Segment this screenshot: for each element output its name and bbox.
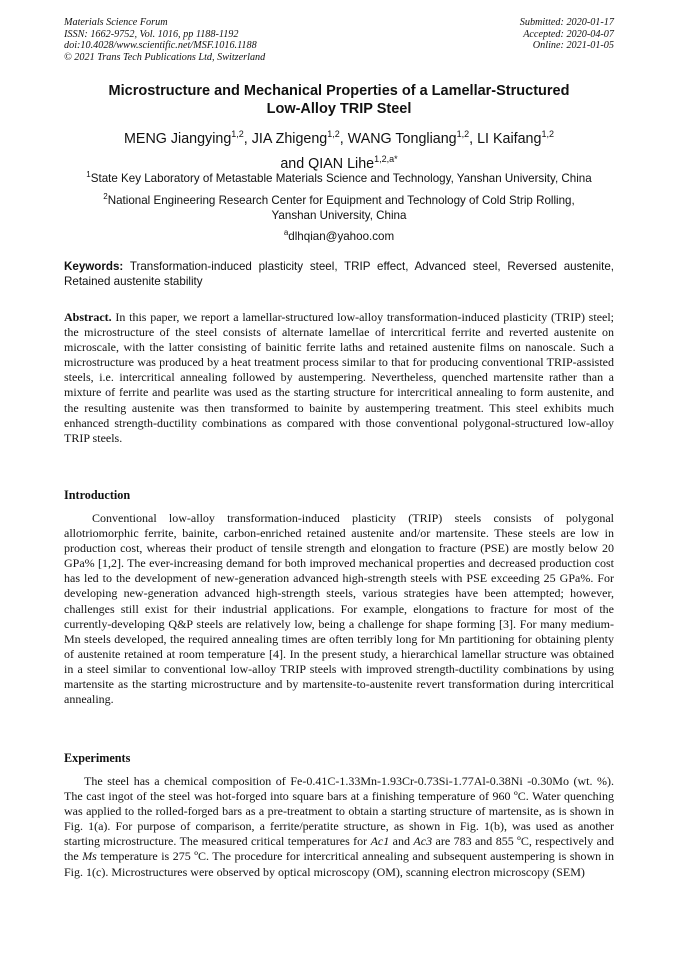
journal-name: Materials Science Forum: [64, 17, 168, 28]
author-name: JIA Zhigeng: [251, 130, 328, 147]
journal-issn: ISSN: 1662-9752, Vol. 1016, pp 1188-1192: [64, 28, 239, 40]
ms-symbol: Ms: [82, 849, 97, 864]
keywords: [64, 260, 614, 289]
author-name: WANG Tongliang: [347, 130, 457, 147]
introduction-paragraph: Conventional low-alloy transformation-induced plasticity (TRIP) steels consists of polygonal allotriomorphic ferrite, bainite, carbon-enriched retained austenite and/or martensite. These steels are low in production cost, whereas their product of tensile strength and elongation to fracture (PSE) are mostly below 20 GPa% [1,2]. The ever-increasing demand for both improved mechanical properties and decreased production cost has led to the development of new-generation advanced high-strength steels with PSE exceeding 25 GPa%. For developing new-generation advanced high-strength steels, various strategies have been attempted; however, challenges still exist for their industrial applications. For example, elongations to fracture for most of the currently-developing Q&P steels are relatively low, being a challenge for shape forming [3]. For many medium-Mn steels developed, the required annealing times are often terribly long for Mn partitioning for obtaining plenty of austenite retained at room temperature [4]. In the present study, a hierarchical lamellar structure was obtained in a steel similar to conventional low-alloy TRIP steels with improved strength-ductility combinations by using martensite as the starting microstructure and by martensite-to-austenite revert transformation during intercritical annealing.: [64, 511, 614, 707]
introduction-heading: Introduction: [64, 488, 131, 502]
email-sup: a: [283, 228, 289, 237]
experiments-paragraph: [64, 774, 614, 880]
author-separator: ,: [339, 130, 348, 147]
experiments-heading: Experiments: [64, 751, 131, 765]
submitted-date: Submitted: 2020-01-17: [519, 17, 614, 28]
author-separator: ,: [469, 130, 478, 147]
affiliation-sup: 2: [103, 192, 108, 201]
author-affil-sup: 1,2,a*: [374, 153, 398, 164]
experiments-text: are 783 and 855 ºC, respectively and the: [64, 834, 615, 864]
affiliation-2-line-2: Yanshan University, China: [271, 208, 407, 222]
affiliation-text: State Key Laboratory of Metastable Materials Science and Technology, Yanshan University, China: [90, 171, 592, 185]
paper-title: [64, 82, 614, 118]
ac3-symbol: Ac3: [413, 834, 433, 849]
experiments-text: temperature is 275 ºC. The procedure for intercritical annealing and subsequent austempering is shown in Fig. 1(c). Microstructures were observed by optical microscopy (OM), scanning electron microscopy (SEM): [64, 849, 614, 879]
author-and: and: [280, 155, 309, 172]
author-name: LI Kaifang: [477, 130, 542, 147]
keywords-text: Transformation-induced plasticity steel, TRIP effect, Advanced steel, Reversed austenite, Retained austenite stability: [64, 260, 614, 288]
author-affil-sup: 1,2: [231, 129, 244, 139]
keywords-label: Keywords:: [64, 260, 124, 273]
title-line-2: Low-Alloy TRIP Steel: [266, 101, 412, 117]
affiliation-text: National Engineering Research Center for Equipment and Technology of Cold Strip Rolling,: [107, 193, 575, 207]
online-date: Online: 2021-01-05: [532, 40, 614, 52]
journal-info: [64, 17, 265, 63]
title-line-1: Microstructure and Mechanical Properties of a Lamellar-Structured: [108, 83, 570, 99]
author-affil-sup: 1,2: [541, 129, 554, 139]
author-affil-sup: 1,2: [456, 129, 470, 139]
author-email[interactable]: dlhqian@yahoo.com: [288, 229, 395, 243]
experiments-text: and: [389, 834, 414, 849]
author-separator: ,: [243, 130, 252, 147]
ac1-symbol: Ac1: [370, 834, 390, 849]
affiliation-1: [64, 167, 614, 186]
author-affil-sup: 1,2: [327, 129, 340, 139]
affiliation-2: [64, 189, 614, 223]
affiliation-sup: 1: [86, 170, 91, 179]
publication-dates: [520, 17, 614, 52]
experiments-text: The steel has a chemical composition of Fe-0.41C-1.33Mn-1.93Cr-0.73Si-1.77Al-0.38Ni -0.30Mo (wt. %). The cast ingot of the steel was hot-forged into square bars at a finishing temperature of 960 ºC. Water quenching was applied to the rolled-forged bars as a pre-treatment to obtain a starting structure of martensite, as is shown in Fig. 1(a). For purpose of comparison, a ferrite/peratite structure, as shown in Fig. 1(b), was used as another starting microstructure. The measured critical temperatures for: [64, 774, 614, 849]
author-name: QIAN Lihe: [308, 155, 375, 172]
author-line-1: [64, 124, 614, 149]
journal-copyright: © 2021 Trans Tech Publications Ltd, Switzerland: [64, 51, 266, 63]
abstract-label: Abstract.: [64, 310, 112, 324]
author-name: MENG Jiangying: [124, 130, 232, 147]
accepted-date: Accepted: 2020-04-07: [523, 28, 614, 40]
journal-doi[interactable]: doi:10.4028/www.scientific.net/MSF.1016.1188: [64, 40, 257, 52]
abstract-text: In this paper, we report a lamellar-structured low-alloy transformation-induced plasticity (TRIP) steel; the microstructure of the steel consists of alternate lamellae of intercritical ferrite and reverted austenite on microscale, with the latter consisting of bainitic ferrite laths and retained austenite films on nanoscale. Such a microstructure was produced by a heat treatment process similar to that for producing conventional TRIP-assisted steels, i.e. intercritical annealing followed by austempering. Nevertheless, quenched martensite rather than a mixture of ferrite and pearlite was used as the starting structure for intercritical annealing to form austenite, and the resulting austenite was then transformed to bainite by austempering treatment. This steel exhibits much enhanced strength-ductility combinations as compared with those conventional polygonal-structured low-alloy TRIP steels.: [64, 310, 615, 445]
email-line: [64, 225, 614, 244]
affiliation-2-line-1: [64, 189, 614, 208]
abstract: [64, 310, 614, 446]
